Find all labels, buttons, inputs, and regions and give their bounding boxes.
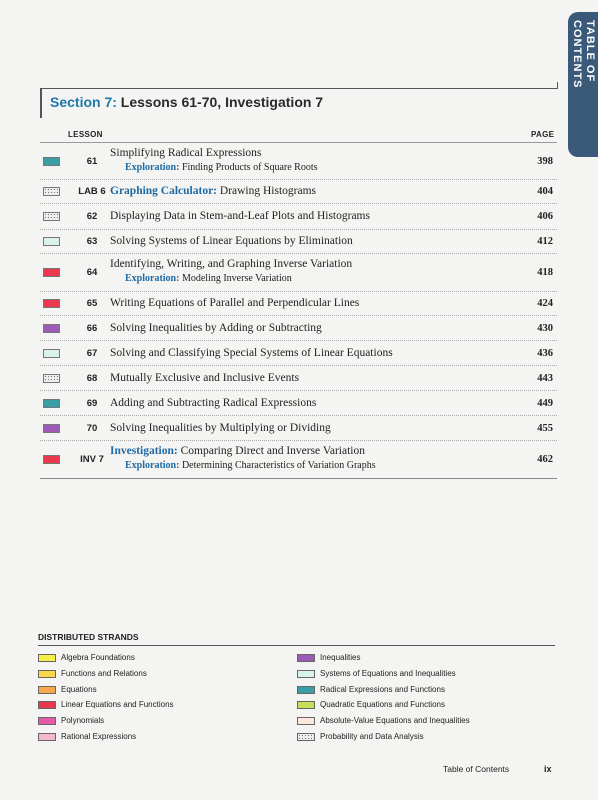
- section-header-rule: [40, 88, 558, 89]
- lesson-title[interactable]: [110, 445, 365, 457]
- lesson-title[interactable]: [110, 372, 299, 384]
- strand-swatch: [43, 299, 60, 308]
- legend-item: [297, 669, 547, 681]
- title-text: Adding and Subtracting Radical Expressions: [110, 397, 317, 409]
- title-text: Writing Equations of Parallel and Perpendicular Lines: [110, 297, 360, 309]
- lesson-title[interactable]: [110, 422, 331, 434]
- subtitle-text: Modeling Inverse Variation: [181, 273, 292, 284]
- legend-swatch: [297, 717, 315, 725]
- page-column-header: PAGE: [531, 130, 555, 139]
- legend-item: [297, 685, 547, 697]
- legend-label: Probability and Data Analysis: [320, 732, 424, 741]
- legend-label: Algebra Foundations: [61, 653, 135, 662]
- legend-swatch: [38, 733, 56, 741]
- title-text: Solving Inequalities by Adding or Subtracting: [110, 322, 322, 334]
- strand-swatch: [43, 157, 60, 166]
- legend-label: Functions and Relations: [61, 668, 147, 678]
- legend-label: Quadratic Equations and Functions: [320, 700, 445, 710]
- lesson-row[interactable]: [40, 441, 557, 479]
- page-number: 430: [537, 323, 553, 334]
- page-number: 443: [537, 373, 553, 384]
- lesson-subtitle[interactable]: [125, 460, 376, 471]
- lesson-title[interactable]: [110, 297, 359, 309]
- legend-swatch: [38, 686, 56, 694]
- lesson-row[interactable]: [40, 391, 557, 416]
- legend-item: [38, 732, 288, 744]
- title-text: Simplifying Radical Expressions: [110, 147, 262, 159]
- legend-swatch: [297, 654, 315, 662]
- title-text: Solving Systems of Linear Equations by Elimination: [110, 235, 353, 247]
- lesson-subtitle[interactable]: [125, 273, 292, 284]
- side-tab-label: TABLE OF CONTENTS: [571, 20, 596, 89]
- strand-swatch: [43, 349, 60, 358]
- lesson-column-header: LESSON: [68, 130, 103, 139]
- strand-swatch: [43, 237, 60, 246]
- legend-label: Systems of Equations and Inequalities: [320, 668, 456, 678]
- title-label: Graphing Calculator:: [110, 185, 218, 197]
- legend-item: [297, 716, 547, 728]
- section-name: Lessons 61-70, Investigation 7: [120, 94, 324, 110]
- lesson-row[interactable]: [40, 204, 557, 230]
- title-label: Investigation:: [110, 445, 178, 457]
- legend-item: [297, 700, 547, 712]
- page-number: 406: [537, 211, 553, 222]
- lesson-number: 65: [86, 298, 98, 309]
- lesson-title[interactable]: [110, 210, 370, 222]
- legend-item: [297, 653, 547, 665]
- lesson-number: 61: [86, 156, 98, 167]
- lesson-row[interactable]: [40, 254, 557, 292]
- lesson-number: 63: [86, 236, 98, 247]
- strand-swatch: [43, 399, 60, 408]
- row-divider: [40, 477, 557, 479]
- strands-title: DISTRIBUTED STRANDS: [38, 632, 139, 642]
- lesson-title[interactable]: [110, 258, 352, 270]
- legend-item: [38, 669, 288, 681]
- lesson-row[interactable]: [40, 316, 557, 341]
- lesson-title[interactable]: [110, 235, 353, 247]
- strand-swatch: [43, 212, 60, 221]
- lesson-number: 69: [86, 398, 98, 409]
- subtitle-label: Exploration:: [125, 460, 180, 471]
- lesson-row[interactable]: [40, 143, 557, 180]
- page-number: 412: [537, 236, 553, 247]
- legend-swatch: [38, 654, 56, 662]
- lesson-number: 66: [86, 323, 98, 334]
- lesson-number: INV 7: [80, 454, 104, 465]
- legend-item: [38, 685, 288, 697]
- legend-item: [38, 653, 288, 665]
- section-header-bar: [40, 88, 42, 118]
- legend-label: Absolute-Value Equations and Inequalities: [320, 716, 470, 726]
- strand-swatch: [43, 455, 60, 464]
- legend-label: Rational Expressions: [61, 732, 137, 741]
- strand-swatch: [43, 374, 60, 383]
- lesson-row[interactable]: [40, 180, 557, 204]
- title-text: Comparing Direct and Inverse Variation: [180, 445, 365, 457]
- page-number: 424: [537, 298, 553, 309]
- strand-swatch: [43, 268, 60, 277]
- legend-swatch: [38, 701, 56, 709]
- legend-label: Inequalities: [320, 653, 361, 662]
- section-label: Section 7:: [50, 94, 117, 110]
- lesson-subtitle[interactable]: [125, 162, 318, 173]
- page-number: 436: [537, 348, 553, 359]
- legend-swatch: [297, 701, 315, 709]
- lesson-row[interactable]: [40, 341, 557, 366]
- lesson-number: 62: [86, 211, 98, 222]
- legend-item: [38, 700, 288, 712]
- legend-swatch: [297, 686, 315, 694]
- legend-swatch: [297, 733, 315, 741]
- lesson-title[interactable]: [110, 147, 261, 159]
- legend-swatch: [38, 717, 56, 725]
- legend-label: Radical Expressions and Functions: [320, 684, 445, 694]
- title-text: Solving Inequalities by Multiplying or Dividing: [110, 422, 331, 434]
- subtitle-label: Exploration:: [125, 273, 180, 284]
- page-number: 455: [537, 423, 553, 434]
- title-text: Identifying, Writing, and Graphing Inverse Variation: [110, 258, 353, 270]
- subtitle-label: Exploration:: [125, 162, 180, 173]
- title-text: Drawing Histograms: [219, 185, 317, 197]
- subtitle-text: Determining Characteristics of Variation Graphs: [181, 460, 376, 471]
- subtitle-text: Finding Products of Square Roots: [181, 162, 318, 173]
- lesson-number: 64: [86, 267, 98, 278]
- lesson-title[interactable]: [110, 322, 322, 334]
- lesson-title[interactable]: [110, 185, 316, 197]
- page-number: 404: [537, 186, 553, 197]
- page-number: 449: [537, 398, 553, 409]
- lesson-number: 70: [86, 423, 98, 434]
- section-header-tick: [557, 82, 558, 89]
- strand-swatch: [43, 324, 60, 333]
- lesson-row[interactable]: [40, 292, 557, 316]
- lesson-title[interactable]: [110, 347, 393, 359]
- lesson-row[interactable]: [40, 416, 557, 441]
- lesson-title[interactable]: [110, 397, 316, 409]
- legend-swatch: [38, 670, 56, 678]
- page-number: 418: [537, 267, 553, 278]
- legend-item: [297, 732, 547, 744]
- page-number: 398: [537, 156, 553, 167]
- strands-rule: [38, 645, 555, 646]
- title-text: Solving and Classifying Special Systems of Linear Equations: [110, 347, 393, 359]
- legend-label: Linear Equations and Functions: [61, 700, 174, 710]
- section-header: [40, 88, 558, 118]
- legend-swatch: [297, 670, 315, 678]
- legend-label: Polynomials: [61, 716, 105, 726]
- strand-swatch: [43, 187, 60, 196]
- lesson-row[interactable]: [40, 366, 557, 391]
- footer-label: Table of Contents: [443, 764, 510, 774]
- footer-page-number: ix: [544, 764, 552, 774]
- title-text: Mutually Exclusive and Inclusive Events: [110, 372, 300, 384]
- lesson-row[interactable]: [40, 230, 557, 254]
- lesson-number: LAB 6: [78, 186, 106, 197]
- page-number: 462: [537, 454, 553, 465]
- legend-item: [38, 716, 288, 728]
- strand-swatch: [43, 424, 60, 433]
- title-text: Displaying Data in Stem-and-Leaf Plots and Histograms: [110, 210, 370, 222]
- section-title: [50, 94, 323, 110]
- lesson-number: 68: [86, 373, 98, 384]
- contents-side-tab[interactable]: [568, 12, 598, 157]
- lesson-number: 67: [86, 348, 98, 359]
- legend-label: Equations: [61, 684, 97, 694]
